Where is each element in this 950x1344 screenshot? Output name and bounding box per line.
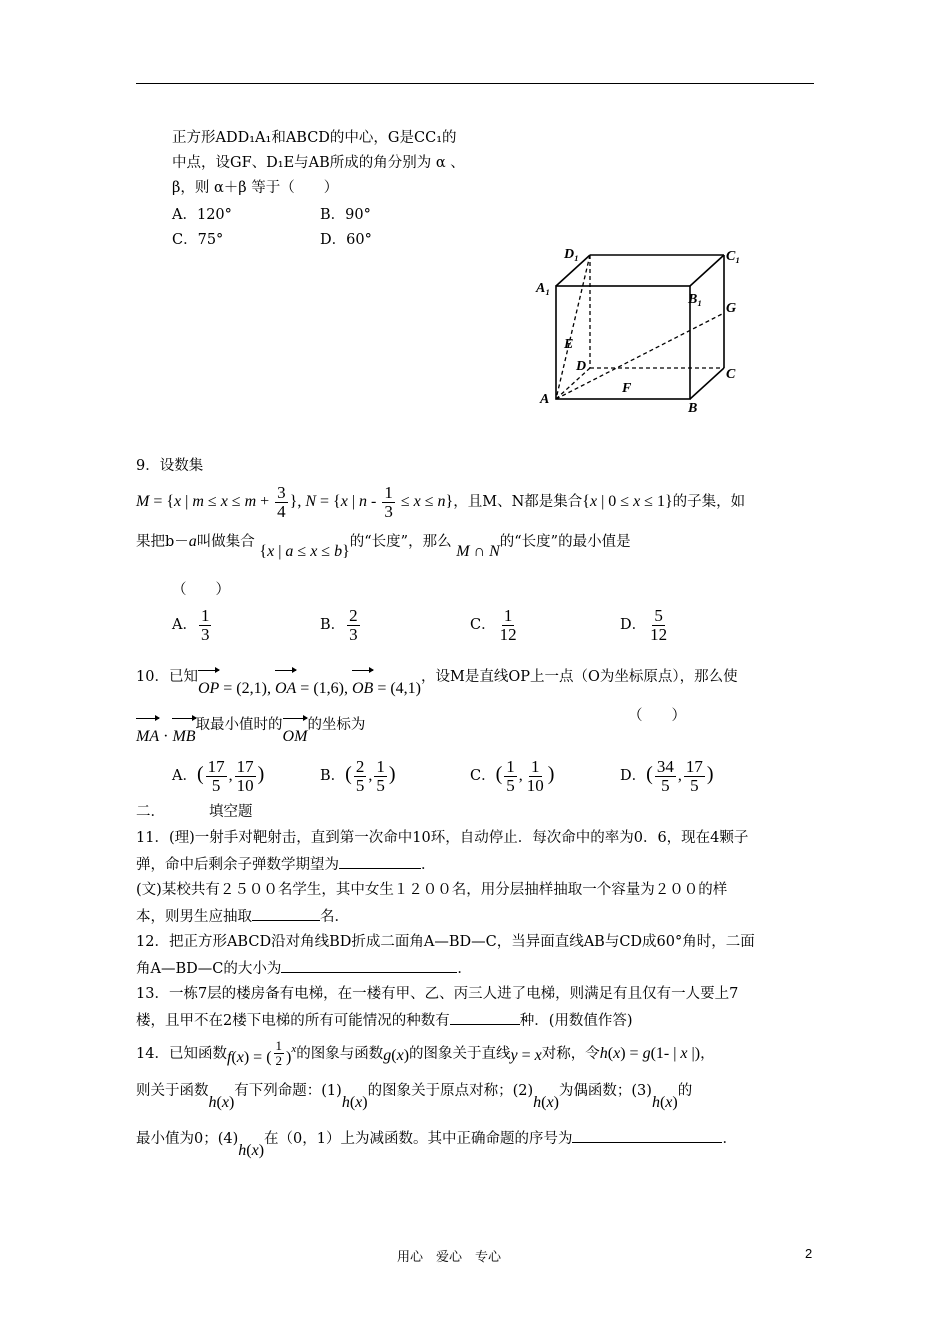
q12-line2: 角A—BD—C的大小为 ． <box>136 958 472 979</box>
label-b: B <box>688 401 698 416</box>
q10-option-a: A．( $\frac{17}{5}$ , $\frac{17}{10}$ ) <box>172 756 265 795</box>
label-a: A <box>540 392 550 407</box>
q9-option-c: C． $\frac{1}{12}$ <box>470 605 517 644</box>
label-e: E <box>564 337 574 352</box>
label-f: F <box>622 381 632 396</box>
q9-option-b: B． $\frac{2}{3}$ <box>320 605 358 644</box>
q10-line2: MA · MB取最小值时的OM的坐标为 <box>136 704 365 740</box>
q9-line2: 果把b－a叫做集合 {x | a ≤ x ≤ b}的“长度”，那么 M ∩ N的“长度”的最小值是 <box>136 533 631 560</box>
q13-line1: 13．一栋7层的楼房备有电梯，在一楼有甲、乙、丙三人进了电梯，则满足有且仅有一人要上7 <box>136 986 739 1002</box>
q8-option-c: C．75° <box>172 232 224 248</box>
q11-line3: (文)某校共有２５００名学生，其中女生１２００名，用分层抽样抽取一个容量为２００的样 <box>136 882 728 898</box>
q11-line1: 11．(理)一射手对靶射击，直到第一次命中10环，自动停止．每次命中的率为0．6，现在4颗子 <box>136 830 749 846</box>
q14-line3: 最小值为0；(4)h(x)在（0，1）上为减函数。其中正确命题的序号为 ． <box>136 1124 737 1154</box>
label-g: G <box>726 301 737 316</box>
q10-option-c: C．( $\frac{1}{5}$ , $\frac{1}{10}$ ) <box>470 756 555 795</box>
q8-option-a: A．120° <box>172 207 232 223</box>
q8-line2: 中点，设GF、D₁E与AB所成的角分别为 α 、 <box>172 155 465 171</box>
q9-text2: 的子集，如 <box>672 494 746 510</box>
label-d: D <box>576 359 587 374</box>
q11-line4: 本，则男生应抽取 名． <box>136 906 349 927</box>
q8-option-d: D．60° <box>320 232 372 248</box>
label-d1: D₁ <box>564 247 579 262</box>
q9-intro: 9．设数集 <box>136 458 204 474</box>
q11-blank-1[interactable] <box>339 854 421 869</box>
q9-bracket: （ ） <box>172 582 230 598</box>
q12-blank[interactable] <box>281 958 457 973</box>
q13-line2: 楼，且甲不在2楼下电梯的所有可能情况的种数有 种．(用数值作答) <box>136 1010 633 1031</box>
q14-line1: 14．已知函数f(x) = ( $\frac{1}{2}$ )$^x$的图象与函数g(x)的图象关于直线y = x对称，令h(x) = g(1- | x |)， <box>136 1038 715 1069</box>
footer-slogan: 用心 爱心 专心 <box>397 1250 502 1265</box>
q12-line1: 12．把正方形ABCD沿对角线BD折成二面角A—BD—C，当异面直线AB与CD成60°角时，二面 <box>136 934 755 950</box>
q9-text1: ，且M、N都是集合 <box>453 494 583 510</box>
q9-option-d: D． $\frac{5}{12}$ <box>620 605 668 644</box>
label-b1: B₁ <box>688 292 703 307</box>
label-c1: C₁ <box>726 249 741 264</box>
cube-figure <box>530 240 745 420</box>
q11-blank-2[interactable] <box>252 906 320 921</box>
q9-line1: M = {x | m ≤ x ≤ m + $\frac{3}{4}$ }, N = {x | n - $\frac{1}{3}$ ≤ x ≤ n}，且M、N都是集合{x | 0 ≤ x ≤ 1}的子集，如 <box>136 482 746 521</box>
section2-heading: 二． 填空题 <box>136 804 253 820</box>
q10-line1: 10．已知OP = (2,1), OA = (1,6), OB = (4,1)，设M是直线OP上一点（O为坐标原点），那么使 <box>136 656 738 692</box>
q10-option-b: B．( $\frac{2}{5}$ , $\frac{1}{5}$ ) <box>320 756 396 795</box>
q11-line2: 弹，命中后剩余子弹数学期望为 ． <box>136 854 436 875</box>
q8-line3: β，则 α＋β 等于（ ） <box>172 180 339 196</box>
label-c: C <box>726 367 736 382</box>
q9-option-a: A． $\frac{1}{3}$ <box>172 605 210 644</box>
q10-bracket: （ ） <box>628 708 686 724</box>
q14-blank[interactable] <box>572 1128 722 1143</box>
q14-line2: 则关于函数h(x)有下列命题：(1)h(x)的图象关于原点对称；(2)h(x)为偶函数；(3)h(x)的 <box>136 1083 693 1111</box>
label-a1: A₁ <box>536 281 551 296</box>
q13-blank[interactable] <box>450 1010 520 1025</box>
q8-option-b: B．90° <box>320 207 371 223</box>
header-rule <box>136 83 814 84</box>
q10-option-d: D．( $\frac{34}{5}$ , $\frac{17}{5}$ ) <box>620 756 714 795</box>
page-number: 2 <box>805 1246 813 1261</box>
q8-line1: 正方形ADD₁A₁和ABCD的中心，G是CC₁的 <box>172 130 457 146</box>
